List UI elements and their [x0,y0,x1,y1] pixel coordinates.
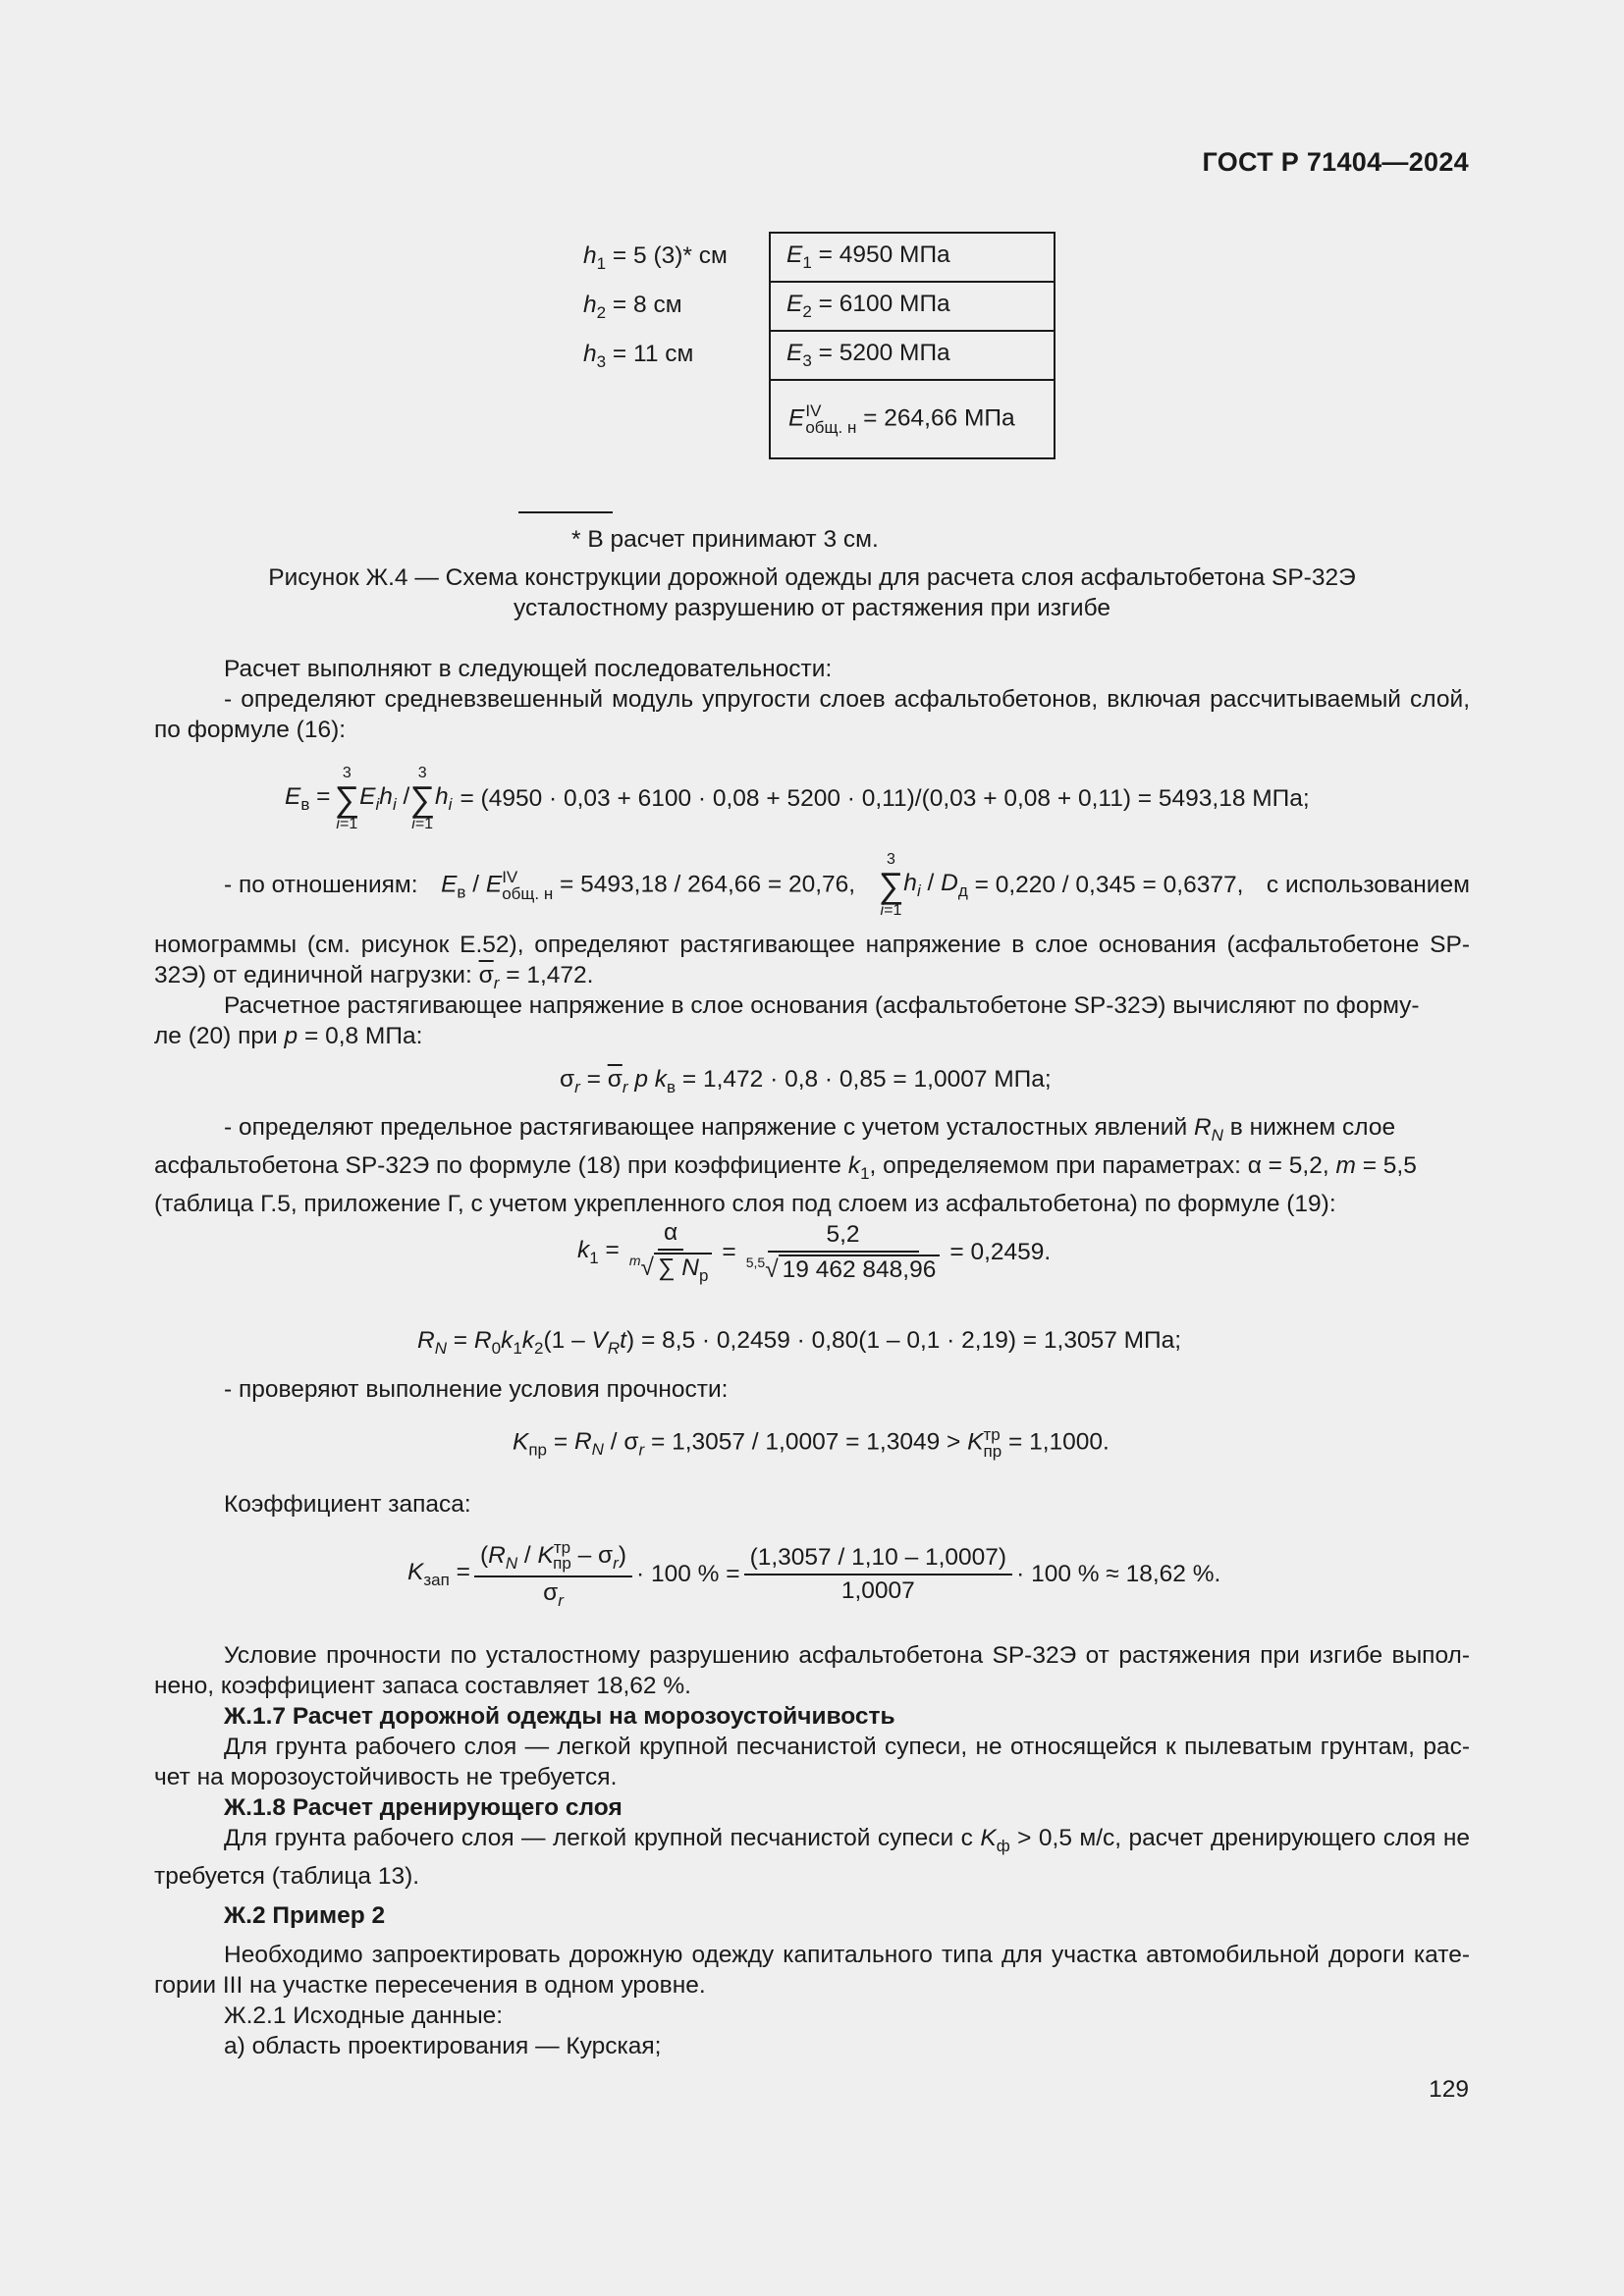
paragraph: - определяют предельное растягивающее напряжение с учетом усталостных явлений $R_N$ в нижнем слое асфальтобетона SP-32Э по формуле (18) при коэффициенте $k_1$, определяемом при параметрах: α = 5,2, m = 5,5 (таблица Г.5, приложение Г, с учетом укрепленного слоя под слоем из асфальтобетона) по формуле (19): [154,1114,1417,1217]
figure-caption-line2: усталостному разрушению от растяжения при изгибе [513,595,1110,621]
ratios-tail: с использованием [1266,872,1470,898]
paragraph: ле (20) при p = 0,8 МПа: [154,1023,423,1049]
layer-h2-label: $h_2 = 8$ см [583,292,682,322]
footnote: * В расчет принимают 3 см. [571,526,879,553]
ratios-values2: = 0,220 / 0,345 = 0,6377, [974,872,1244,898]
paragraph: Коэффициент запаса: [224,1491,471,1518]
paragraph: Расчетное растягивающее напряжение в слое основания (асфальтобетоне SP-32Э) вычисляют по форму- [224,992,1420,1019]
list-item: Ж.2.1 Исходные данные: [224,2002,504,2029]
formula-ratios: - по отношениям: $E_в$ / E IV общ. н = 5493,18 / 264,66 = 20,76, 3 ∑ i=1 $h_i / D_д$ = 0,220 / 0,345 = 0,6377, с использованием [224,851,1470,919]
layer-e2-cell: $E_2 = 6100$ МПа [769,281,1056,332]
paragraph: номограммы (см. рисунок Е.52), определяют растягивающее напряжение в слое основания (асфальтобетоне SP-32Э) от единичной нагрузки: $\overline{\sigma}_r = 1,472$. [154,932,1470,992]
paragraph: Для грунта рабочего слоя — легкой крупной песчанистой супеси с $K_ф > 0,5$ м/с, расчет дренирующего слоя не требуется (таблица 13). [154,1825,1471,1890]
document-header: ГОСТ Р 71404—2024 [1202,147,1469,177]
formula-ev-rhs: = (4950 · 0,03 + 6100 · 0,08 + 5200 · 0,11)/(0,03 + 0,08 + 0,11) = 5493,18 МПа; [460,785,1310,812]
paragraph: Условие прочности по усталостному разрушению асфальтобетона SP-32Э от растяжения при изгибе выпол-нено, коэффициент запаса составляет 18,62 %. [154,1642,1470,1699]
footnote-rule [518,511,613,513]
formula-k1: $k_1$ = $\frac{\alpha}{^m√ \sum N_р}$ = $\frac{5,2}{^{5,5}√ 19 462 848,96}$ = 0,2459. [577,1219,1052,1285]
formula-kpr: $K_{пр} = R_N / \sigma_r = 1,3057 / 1,0007 = 1,3049 > K$ тр пр = 1,1000. [513,1425,1110,1461]
figure-caption-line1: Рисунок Ж.4 — Схема конструкции дорожной одежды для расчета слоя асфальтобетона SP-32Э [268,564,1356,591]
page-number: 129 [1429,2076,1469,2103]
paragraph: Для грунта рабочего слоя — легкой крупной песчанистой супеси, не относящейся к пылеватым грунтам, рас-чет на морозоустойчивость не требуется. [154,1734,1470,1790]
formula-kzap: $K_{зап}$ = $\frac{(R_N / K^{тр}_{пр} - \sigma_r)}{\sigma_r}$ · 100 % = $\frac{(1,3057 / 1,10 - 1,0007)}{1,0007}$ · 100 % ≈ 18,62 %. [407,1538,1221,1610]
formula-rn: $R_N = R_0k_1k_2(1 - V_Rt) = 8,5 \cdot 0,2459 \cdot 0,80(1 - 0,1 \cdot 2,19) = 1,3057$ МПа; [417,1327,1182,1358]
ratios-lead: - по отношениям: [224,872,418,898]
figure-caption [147,562,1477,623]
formula-ev: $E_в$ = 3 ∑ i=1 $E_ih_i$ / 3 ∑ i=1 $h_i$ = (4950 · 0,03 + 6100 · 0,08 + 5200 · 0,11)/(0,03 + 0,08 + 0,11) = 5493,18 МПа; [285,765,1310,832]
ratios-values1: = 5493,18 / 264,66 = 20,76, [560,871,856,898]
layer-e3-cell: $E_3 = 5200$ МПа [769,330,1056,381]
layer-e1-cell: $E_1 = 4950$ МПа [769,232,1056,283]
section-heading: Ж.1.7 Расчет дорожной одежды на морозоустойчивость [224,1703,895,1730]
section-heading: Ж.2 Пример 2 [224,1902,386,1929]
section-heading: Ж.1.8 Расчет дренирующего слоя [224,1794,623,1821]
list-item: а) область проектирования — Курская; [224,2033,662,2059]
layer-h1-label: $h_1 = 5$ (3)* см [583,242,728,273]
paragraph: Расчет выполняют в следующей последовательности: [224,656,833,682]
paragraph: Необходимо запроектировать дорожную одежду капитального типа для участка автомобильной дороги кате-гории III на участке пересечения в одном уровне. [154,1942,1470,1999]
formula-sigma: $\sigma_r = \overline{\sigma}_r$ p $k_в = 1,472 \cdot 0,8 \cdot 0,85 = 1,0007$ МПа; [560,1066,1052,1096]
layer-h3-label: $h_3 = 11$ см [583,341,694,371]
layer-etotal-cell: E IV общ. н = 264,66 МПа [769,379,1056,459]
paragraph: - проверяют выполнение условия прочности: [224,1376,729,1403]
paragraph: - определяют средневзвешенный модуль упругости слоев асфальтобетонов, включая рассчитываемый слой, по формуле (16): [154,686,1470,743]
